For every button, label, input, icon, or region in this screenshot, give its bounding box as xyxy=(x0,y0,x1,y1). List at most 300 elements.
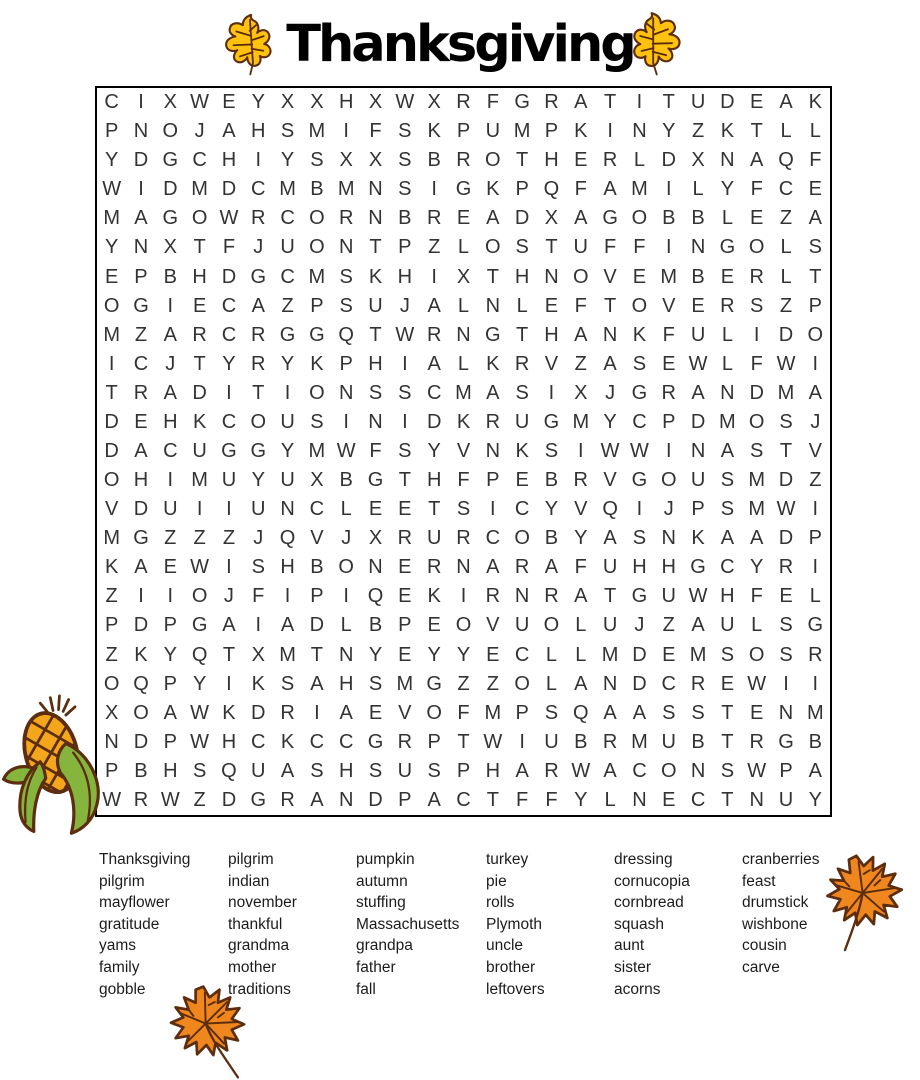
grid-cell: A xyxy=(574,672,588,695)
grid-cell: P xyxy=(427,730,441,753)
grid-cell: H xyxy=(720,585,735,608)
grid-cell: A xyxy=(486,381,500,404)
grid-cell: A xyxy=(603,352,617,375)
grid-cell: N xyxy=(338,236,354,259)
grid-cell: O xyxy=(455,614,472,637)
grid-cell: A xyxy=(720,439,735,462)
grid-cell: L xyxy=(545,643,558,666)
word-item: wishbone xyxy=(742,915,808,933)
grid-cell: B xyxy=(368,614,383,637)
grid-cell: G xyxy=(485,323,501,346)
grid-cell: P xyxy=(310,294,324,317)
grid-cell: K xyxy=(691,527,705,550)
grid-cell: A xyxy=(280,759,295,782)
grid-cell: O xyxy=(748,410,765,433)
word-item: thankful xyxy=(228,915,283,933)
grid-cell: A xyxy=(544,556,559,579)
grid-cell: P xyxy=(339,352,353,375)
grid-cell: A xyxy=(808,381,822,404)
grid-cell: C xyxy=(720,556,735,579)
grid-cell: G xyxy=(250,439,267,462)
grid-cell: P xyxy=(515,701,529,724)
grid-cell: R xyxy=(397,730,413,753)
grid-cell: Y xyxy=(456,643,471,666)
grid-cell: U xyxy=(397,759,413,782)
word-item: Thanksgiving xyxy=(99,851,191,868)
grid-cell: H xyxy=(251,120,266,143)
grid-cell: P xyxy=(808,294,822,317)
grid-cell: S xyxy=(779,643,793,666)
grid-cell: S xyxy=(398,120,412,143)
grid-cell: V xyxy=(544,352,559,375)
grid-cell: O xyxy=(748,643,765,666)
grid-cell: O xyxy=(807,323,824,346)
grid-cell: F xyxy=(457,469,470,492)
grid-cell: G xyxy=(367,730,384,753)
grid-cell: I xyxy=(255,614,262,637)
word-item: brother xyxy=(486,958,536,976)
grid-cell: I xyxy=(519,730,525,753)
grid-cell: Q xyxy=(543,178,560,201)
grid-cell: N xyxy=(720,381,735,404)
grid-cell: P xyxy=(104,759,119,782)
grid-cell: Y xyxy=(808,788,822,811)
grid-cell: M xyxy=(396,672,414,695)
grid-cell: R xyxy=(251,323,266,346)
grid-cell: H xyxy=(192,265,207,288)
grid-cell: L xyxy=(721,207,733,230)
grid-cell: X xyxy=(251,643,265,666)
grid-cell: L xyxy=(809,585,821,608)
grid-cell: G xyxy=(602,207,618,230)
grid-cell: G xyxy=(690,556,706,579)
grid-cell: I xyxy=(783,672,789,695)
grid-cell: P xyxy=(662,410,676,433)
grid-cell: T xyxy=(721,788,734,811)
grid-cell: O xyxy=(133,701,149,724)
grid-cell: R xyxy=(456,527,471,550)
grid-cell: N xyxy=(602,672,618,695)
grid-cell: C xyxy=(163,439,178,462)
grid-cell: D xyxy=(251,701,266,724)
grid-cell: D xyxy=(221,265,237,288)
grid-cell: L xyxy=(780,120,792,143)
word-item: stuffing xyxy=(356,894,406,912)
grid-cell: C xyxy=(309,498,325,521)
grid-cell: E xyxy=(398,556,412,579)
word-item: aunt xyxy=(614,937,645,955)
grid-cell: H xyxy=(397,265,413,288)
grid-cell: E xyxy=(662,643,676,666)
grid-cell: U xyxy=(690,469,706,492)
grid-cell: R xyxy=(661,381,676,404)
grid-cell: G xyxy=(250,788,267,811)
grid-cell: E xyxy=(486,643,500,666)
grid-cell: H xyxy=(514,265,530,288)
grid-cell: C xyxy=(280,265,295,288)
grid-cell: W xyxy=(747,672,767,695)
grid-cell: X xyxy=(339,149,353,172)
grid-cell: R xyxy=(690,672,706,695)
word-item: rolls xyxy=(486,894,515,912)
grid-cell: I xyxy=(431,178,437,201)
grid-cell: U xyxy=(720,614,735,637)
grid-cell: I xyxy=(490,498,496,521)
grid-cell: N xyxy=(338,788,354,811)
grid-cell: G xyxy=(221,439,237,462)
grid-cell: C xyxy=(632,759,647,782)
grid-cell: Y xyxy=(222,352,236,375)
grid-cell: A xyxy=(515,759,529,782)
grid-cell: U xyxy=(163,498,178,521)
grid-cell: I xyxy=(548,381,555,404)
grid-cell: Y xyxy=(280,149,295,172)
grid-cell: I xyxy=(226,381,232,404)
grid-cell: X xyxy=(574,381,588,404)
grid-cell: Y xyxy=(427,643,441,666)
grid-cell: C xyxy=(514,643,530,666)
grid-cell: C xyxy=(778,178,794,201)
grid-cell: W xyxy=(160,788,180,811)
grid-cell: T xyxy=(310,643,323,666)
grid-cell: E xyxy=(808,178,822,201)
grid-cell: O xyxy=(250,410,267,433)
grid-cell: A xyxy=(486,207,500,230)
grid-cell: I xyxy=(343,120,349,143)
grid-cell: U xyxy=(514,410,530,433)
grid-cell: L xyxy=(516,294,528,317)
grid-cell: S xyxy=(427,759,441,782)
grid-cell: A xyxy=(603,759,617,782)
grid-cell: M xyxy=(455,381,472,404)
grid-cell: O xyxy=(309,381,325,404)
word-item: turkey xyxy=(486,851,529,868)
grid-cell: T xyxy=(486,788,499,811)
grid-cell: M xyxy=(748,469,766,492)
grid-cell: G xyxy=(162,207,179,230)
grid-cell: X xyxy=(310,469,324,492)
grid-cell: A xyxy=(632,701,647,724)
grid-cell: I xyxy=(402,410,408,433)
grid-cell: O xyxy=(631,207,648,230)
grid-cell: B xyxy=(691,730,705,753)
grid-cell: O xyxy=(514,527,530,550)
grid-cell: R xyxy=(544,759,559,782)
grid-cell: I xyxy=(343,585,349,608)
grid-cell: L xyxy=(721,352,733,375)
grid-cell: N xyxy=(632,120,647,143)
grid-cell: M xyxy=(513,120,531,143)
grid-cell: O xyxy=(485,149,501,172)
grid-cell: E xyxy=(574,149,588,172)
grid-cell: Y xyxy=(603,410,617,433)
grid-cell: Y xyxy=(251,91,265,114)
grid-cell: N xyxy=(720,149,735,172)
grid-cell: Z xyxy=(281,294,294,317)
word-item: cornucopia xyxy=(614,872,690,890)
grid-cell: G xyxy=(250,265,267,288)
grid-cell: S xyxy=(398,381,412,404)
grid-cell: Y xyxy=(544,498,559,521)
grid-cell: L xyxy=(751,614,763,637)
grid-cell: I xyxy=(460,585,467,608)
grid-cell: P xyxy=(456,120,471,143)
grid-cell: I xyxy=(284,585,291,608)
grid-cell: L xyxy=(457,294,470,317)
oak-leaf-icon xyxy=(623,4,690,84)
grid-cell: N xyxy=(632,788,647,811)
grid-cell: D xyxy=(661,149,676,172)
word-item: squash xyxy=(614,915,664,933)
grid-cell: U xyxy=(778,788,794,811)
grid-cell: C xyxy=(426,381,442,404)
word-item: mayflower xyxy=(99,894,170,912)
grid-cell: V xyxy=(456,439,471,462)
grid-cell: U xyxy=(514,614,530,637)
grid-cell: Y xyxy=(427,439,441,462)
grid-cell: L xyxy=(545,672,558,695)
grid-cell: R xyxy=(573,469,588,492)
grid-cell: B xyxy=(691,265,705,288)
grid-cell: E xyxy=(398,498,412,521)
grid-cell: L xyxy=(780,236,792,259)
grid-cell: K xyxy=(368,265,383,288)
grid-cell: S xyxy=(368,672,383,695)
grid-cell: C xyxy=(104,91,119,114)
word-item: traditions xyxy=(228,980,291,998)
grid-cell: G xyxy=(367,469,384,492)
grid-cell: A xyxy=(808,207,822,230)
grid-cell: M xyxy=(601,643,619,666)
grid-cell: I xyxy=(226,672,232,695)
grid-cell: W xyxy=(219,207,239,230)
grid-cell: R xyxy=(456,91,471,114)
grid-cell: W xyxy=(190,701,210,724)
grid-cell: U xyxy=(602,614,618,637)
grid-cell: P xyxy=(104,120,119,143)
grid-cell: I xyxy=(138,91,144,114)
grid-cell: Q xyxy=(338,323,354,346)
grid-cell: K xyxy=(808,91,822,114)
corn-cob-icon xyxy=(0,694,120,836)
grid-cell: X xyxy=(368,91,383,114)
grid-cell: R xyxy=(720,294,735,317)
grid-cell: T xyxy=(105,381,118,404)
grid-cell: W xyxy=(776,498,796,521)
grid-cell: E xyxy=(222,91,236,114)
grid-cell: M xyxy=(191,178,208,201)
grid-cell: Z xyxy=(134,323,148,346)
grid-cell: P xyxy=(163,730,177,753)
grid-cell: R xyxy=(544,585,559,608)
grid-cell: A xyxy=(222,120,236,143)
grid-cell: U xyxy=(544,730,559,753)
grid-cell: S xyxy=(251,556,265,579)
grid-cell: T xyxy=(486,265,499,288)
grid-cell: R xyxy=(456,149,471,172)
grid-cell: M xyxy=(191,469,208,492)
grid-cell: Z xyxy=(691,120,705,143)
grid-cell: O xyxy=(543,614,560,637)
grid-cell: S xyxy=(750,439,764,462)
grid-cell: G xyxy=(191,614,208,637)
grid-cell: M xyxy=(719,410,736,433)
grid-cell: Q xyxy=(572,701,589,724)
grid-cell: Y xyxy=(574,527,588,550)
grid-cell: G xyxy=(631,585,648,608)
grid-cell: Y xyxy=(163,643,177,666)
grid-cell: E xyxy=(720,672,735,695)
grid-cell: M xyxy=(631,178,648,201)
grid-cell: A xyxy=(574,585,588,608)
grid-cell: W xyxy=(600,439,620,462)
grid-cell: S xyxy=(720,759,735,782)
grid-cell: Y xyxy=(104,149,119,172)
grid-cell: V xyxy=(310,527,324,550)
grid-cell: X xyxy=(280,91,295,114)
grid-cell: D xyxy=(221,178,237,201)
grid-cell: L xyxy=(457,352,470,375)
grid-cell: E xyxy=(544,294,559,317)
grid-cell: M xyxy=(777,381,795,404)
grid-cell: E xyxy=(163,556,177,579)
grid-cell: A xyxy=(339,701,353,724)
grid-cell: P xyxy=(104,614,119,637)
grid-cell: W xyxy=(747,759,767,782)
grid-cell: D xyxy=(368,788,383,811)
grid-cell: O xyxy=(631,294,648,317)
grid-cell: T xyxy=(193,236,206,259)
grid-cell: B xyxy=(398,207,412,230)
word-item: Massachusetts xyxy=(356,915,460,933)
grid-cell: B xyxy=(163,265,177,288)
grid-cell: I xyxy=(636,498,643,521)
grid-cell: D xyxy=(632,672,647,695)
grid-cell: A xyxy=(691,381,705,404)
grid-cell: Z xyxy=(574,352,587,375)
word-item: father xyxy=(356,958,396,976)
grid-cell: F xyxy=(369,120,382,143)
word-list-column xyxy=(742,849,820,979)
grid-cell: M xyxy=(806,701,824,724)
grid-cell: K xyxy=(486,178,500,201)
grid-cell: Y xyxy=(574,788,588,811)
grid-cell: P xyxy=(398,236,412,259)
grid-cell: N xyxy=(749,788,764,811)
grid-cell: Y xyxy=(104,236,119,259)
grid-cell: U xyxy=(368,294,383,317)
grid-cell: T xyxy=(222,643,236,666)
grid-cell: S xyxy=(310,149,324,172)
grid-cell: T xyxy=(809,265,822,288)
grid-cell: B xyxy=(339,469,353,492)
grid-cell: C xyxy=(280,207,295,230)
grid-cell: A xyxy=(750,527,764,550)
grid-cell: D xyxy=(133,614,149,637)
grid-cell: R xyxy=(133,788,149,811)
grid-cell: E xyxy=(368,498,383,521)
grid-cell: Z xyxy=(779,294,793,317)
grid-cell: I xyxy=(665,236,672,259)
grid-cell: I xyxy=(226,498,232,521)
grid-cell: V xyxy=(398,701,412,724)
grid-cell: C xyxy=(251,730,266,753)
grid-cell: K xyxy=(251,672,265,695)
grid-cell: H xyxy=(661,556,676,579)
grid-cell: S xyxy=(368,381,383,404)
grid-cell: C xyxy=(514,498,530,521)
word-item: sister xyxy=(614,958,652,976)
grid-cell: A xyxy=(222,614,236,637)
grid-cell: A xyxy=(574,207,588,230)
grid-cell: S xyxy=(720,498,735,521)
grid-cell: I xyxy=(167,585,174,608)
word-list-column xyxy=(486,849,545,1000)
grid-cell: A xyxy=(134,207,148,230)
grid-cell: C xyxy=(221,294,237,317)
grid-cell: A xyxy=(427,352,441,375)
grid-cell: P xyxy=(163,672,177,695)
grid-cell: J xyxy=(341,527,352,550)
grid-cell: W xyxy=(395,91,415,114)
grid-cell: E xyxy=(662,788,676,811)
grid-cell: E xyxy=(720,265,735,288)
grid-cell: F xyxy=(457,701,470,724)
grid-cell: X xyxy=(544,207,559,230)
grid-cell: T xyxy=(428,498,441,521)
grid-cell: W xyxy=(190,730,210,753)
grid-cell: J xyxy=(399,294,410,317)
grid-cell: G xyxy=(455,178,472,201)
grid-cell: I xyxy=(607,120,613,143)
grid-cell: M xyxy=(279,643,296,666)
grid-cell: E xyxy=(691,294,705,317)
grid-cell: S xyxy=(280,120,295,143)
grid-cell: D xyxy=(133,730,149,753)
grid-cell: C xyxy=(485,527,501,550)
grid-cell: A xyxy=(486,556,500,579)
grid-cell: Z xyxy=(222,527,236,550)
grid-cell: Z xyxy=(193,788,206,811)
grid-cell: D xyxy=(690,410,706,433)
grid-cell: R xyxy=(426,207,442,230)
grid-cell: R xyxy=(544,91,559,114)
word-item: drumstick xyxy=(742,894,809,912)
grid-cell: I xyxy=(255,149,262,172)
grid-cell: I xyxy=(226,556,232,579)
grid-cell: F xyxy=(369,439,382,462)
word-item: carve xyxy=(742,958,780,976)
grid-cell: O xyxy=(338,556,354,579)
grid-cell: K xyxy=(427,585,441,608)
grid-cell: L xyxy=(575,614,587,637)
grid-cell: A xyxy=(603,701,617,724)
grid-cell: E xyxy=(104,265,119,288)
grid-cell: E xyxy=(398,585,412,608)
grid-cell: Z xyxy=(193,527,206,550)
grid-cell: D xyxy=(104,439,119,462)
grid-cell: B xyxy=(427,149,441,172)
grid-cell: U xyxy=(280,410,295,433)
grid-cell: N xyxy=(338,643,354,666)
grid-cell: X xyxy=(163,236,177,259)
grid-cell: Z xyxy=(105,643,118,666)
grid-cell: K xyxy=(632,323,647,346)
grid-cell: D xyxy=(104,410,119,433)
grid-cell: P xyxy=(398,788,412,811)
grid-cell: N xyxy=(133,120,149,143)
grid-cell: D xyxy=(778,323,794,346)
